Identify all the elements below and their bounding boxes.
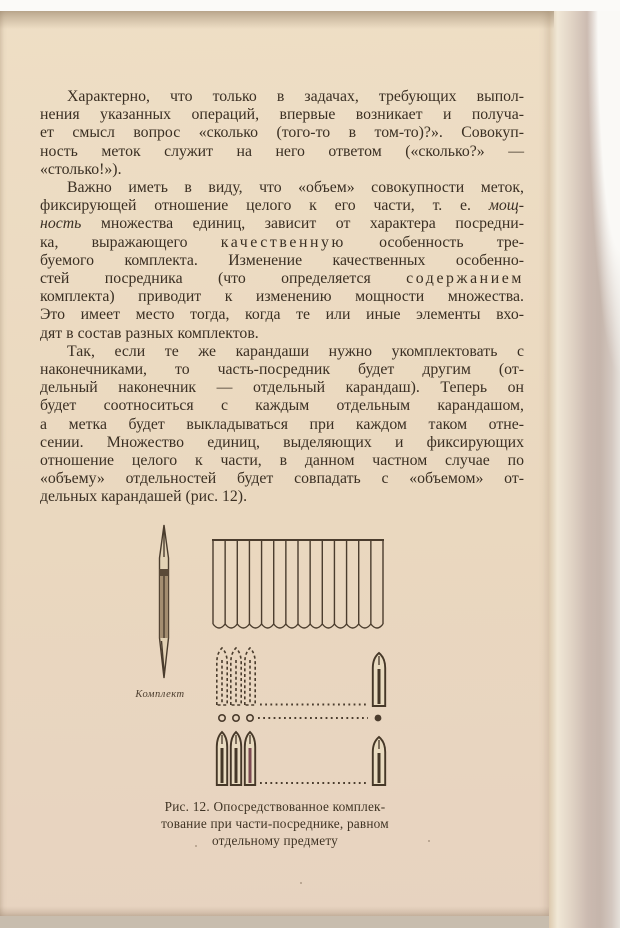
- caption-line: отдельному предмету: [211, 832, 339, 848]
- paragraph: [40, 343, 524, 507]
- text-line: фиксирующей отношение целого к его части, т. е. мощ-: [40, 197, 524, 215]
- page-top-shadow: [0, 11, 554, 29]
- text-line: комплекта) приводит к изменению мощности множества.: [40, 288, 524, 306]
- text-line: Это имеет место тогда, когда те или иные элементы вхо-: [40, 306, 524, 324]
- text-line: ность множества единиц, зависит от характера посредни-: [40, 215, 524, 233]
- text-line: ность меток служит на него ответом («сколько?» —: [40, 142, 524, 160]
- text-line: Так, если те же карандаши нужно укомплектовать с: [67, 342, 524, 360]
- paper-speck: [428, 840, 430, 842]
- text-line: Характерно, что только в задачах, требующих выпол-: [67, 88, 524, 105]
- tally-marks-row: [219, 715, 253, 721]
- text-line: наконечниками, то часть-посредник будет другим (от-: [40, 361, 524, 379]
- caption-line: тование при части-посреднике, равном: [161, 815, 389, 831]
- dashed-pencil-row: [217, 648, 255, 705]
- mediator-pencil-bottom: [373, 737, 385, 785]
- text-line: будет соотноситься с каждым отдельным карандашом,: [40, 397, 524, 415]
- page-bottom-shadow: [0, 906, 549, 916]
- text-line: ка, выражающего качественную особенность тре-: [40, 233, 524, 251]
- figure-label: Комплект: [135, 689, 185, 700]
- text-line: «объему» отдельностей будет совпадать с «объемом» от-: [40, 470, 524, 488]
- text-line: дельных карандашей (рис. 12).: [40, 488, 248, 506]
- text-line: ет смысл вопрос «сколько (того-то в том-то)?». Совокуп-: [40, 124, 524, 142]
- pencil-block: [212, 540, 384, 628]
- caption-line: Рис. 12. Опосредствованное комплек-: [164, 799, 386, 814]
- figure-caption: [122, 799, 428, 850]
- figure-drawing: [116, 513, 388, 799]
- text-line: отношение целого к части, в данном частном случае по: [40, 452, 524, 470]
- text-line: «столько!»).: [40, 160, 122, 178]
- scan-background-top: [0, 0, 620, 11]
- tally-end-dot: [375, 715, 382, 722]
- text-line: стей посредника (что определяется содержанием: [40, 270, 524, 288]
- background-corner: [574, 0, 620, 520]
- paper-speck: [195, 845, 197, 847]
- paragraph: [40, 88, 524, 179]
- book-page-scan: [0, 10, 549, 916]
- text-line: дят в состав разных комплектов.: [40, 324, 259, 342]
- pencil-single: [159, 525, 169, 678]
- article-text: [40, 88, 524, 507]
- paper-speck: [300, 882, 302, 884]
- text-line: сении. Множество единиц, выделяющих и фиксирующих: [40, 433, 524, 451]
- text-line: Важно иметь в виду, что «объем» совокупности меток,: [67, 179, 524, 197]
- mediator-pencil-middle: [373, 653, 385, 706]
- text-line: дельный наконечник — отдельный карандаш). Теперь он: [40, 379, 524, 397]
- text-line: а метка будет выкладываться при каждом таком отне-: [40, 415, 524, 433]
- solid-pencil-row: [217, 732, 255, 785]
- text-line: буемого комплекта. Изменение качественных особенно-: [40, 251, 524, 269]
- text-line: нения указанных операций, впервые возникает и получа-: [40, 106, 524, 124]
- paragraph: [40, 179, 524, 343]
